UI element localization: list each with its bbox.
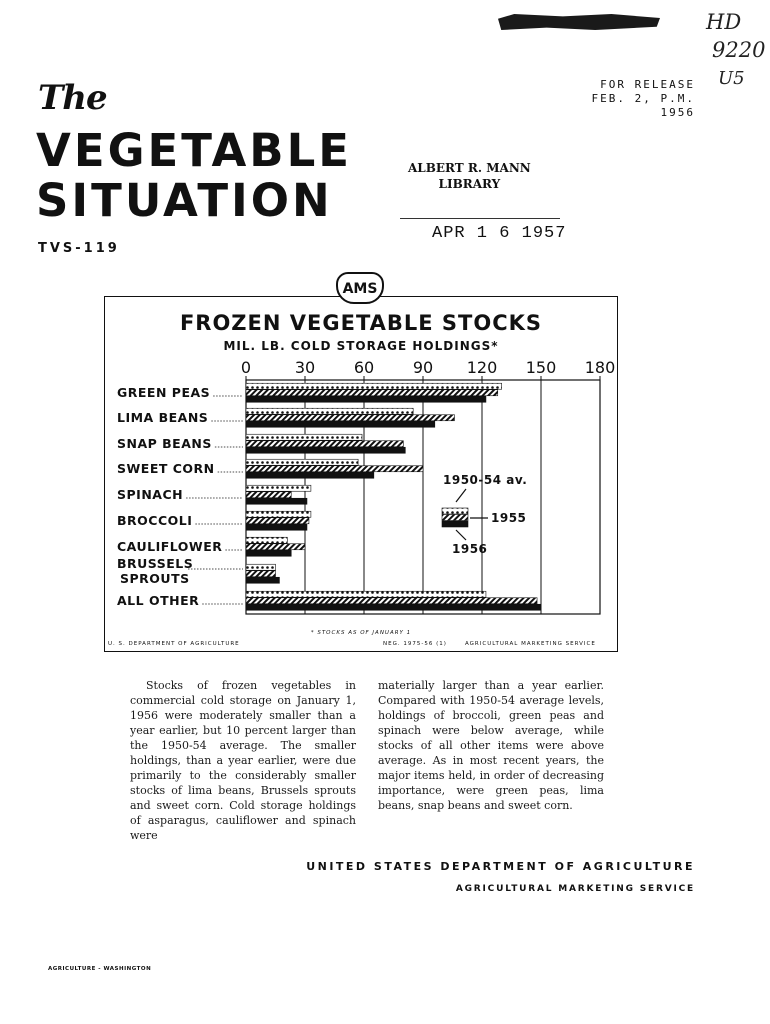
footer-department: UNITED STATES DEPARTMENT OF AGRICULTURE <box>306 860 695 873</box>
legend-label-1: 1950-54 av. <box>443 473 528 487</box>
chart-axis-label: MIL. LB. COLD STORAGE HOLDINGS* <box>223 339 499 353</box>
bar-1 <box>246 537 287 543</box>
category-label: BRUSSELS <box>117 556 194 571</box>
chart-title: FROZEN VEGETABLE STOCKS <box>179 311 543 335</box>
bar-3 <box>246 498 307 504</box>
ams-badge: AMS <box>336 272 384 304</box>
category-label: ALL OTHER <box>117 593 200 608</box>
bar-3 <box>246 524 307 530</box>
library-name: ALBERT R. MANN <box>408 161 531 175</box>
handwritten-line-1: HD <box>706 10 742 34</box>
bar-1 <box>246 459 358 465</box>
bar-1 <box>246 485 311 491</box>
category-label: GREEN PEAS <box>117 385 211 400</box>
category-label: SNAP BEANS <box>117 436 212 451</box>
legend-pointer-1 <box>456 489 466 502</box>
bar-2 <box>246 390 498 396</box>
library-date-stamp: APR 1 6 1957 <box>432 224 567 243</box>
library-label: LIBRARY <box>438 177 501 191</box>
legend-swatch-3 <box>442 521 468 527</box>
category-label: CAULIFLOWER <box>117 539 223 554</box>
handwritten-line-2: 9220 <box>712 38 766 62</box>
bar-2 <box>246 441 403 447</box>
handwritten-line-3: U5 <box>718 68 745 89</box>
legend-pointer-3 <box>456 530 466 540</box>
footer-service: AGRICULTURAL MARKETING SERVICE <box>455 884 695 894</box>
category-label: BROCCOLI <box>117 513 193 528</box>
chart-negative-number: NEG. 1975-56 (1) <box>383 641 447 647</box>
category-label: SPINACH <box>117 487 184 502</box>
tick-label: 150 <box>525 358 557 377</box>
category-label: SWEET CORN <box>117 461 215 476</box>
bar-3 <box>246 577 279 583</box>
bar-1 <box>246 434 362 440</box>
title-situation: SITUATION <box>36 174 333 227</box>
bar-3 <box>246 421 435 427</box>
bar-2 <box>246 415 454 421</box>
bar-1 <box>246 591 486 597</box>
release-line-2: FEB. 2, P.M. <box>591 92 695 105</box>
tick-label: 0 <box>240 358 252 377</box>
bar-2 <box>246 466 423 472</box>
bar-3 <box>246 550 291 556</box>
printer-imprint: AGRICULTURE - WASHINGTON <box>48 966 152 972</box>
release-line-1: FOR RELEASE <box>600 78 695 91</box>
bar-2 <box>246 598 537 604</box>
bar-2 <box>246 492 291 498</box>
title-the: The <box>38 78 107 118</box>
bar-3 <box>246 447 405 453</box>
legend-label-3: 1956 <box>452 542 488 556</box>
tick-label: 60 <box>353 358 375 377</box>
bar-2 <box>246 544 305 550</box>
chart-agency-left: U. S. DEPARTMENT OF AGRICULTURE <box>108 641 240 647</box>
release-line-3: 1956 <box>660 106 695 119</box>
bar-3 <box>246 396 486 402</box>
category-label: SPROUTS <box>120 571 190 586</box>
category-label: LIMA BEANS <box>117 410 209 425</box>
legend-label-2: 1955 <box>491 511 527 525</box>
legend-swatch-2 <box>442 515 468 521</box>
tick-label: 180 <box>584 358 616 377</box>
bar-1 <box>246 564 276 570</box>
chart-footnote: * STOCKS AS OF JANUARY 1 <box>310 630 412 636</box>
chart-agency-right: AGRICULTURAL MARKETING SERVICE <box>465 641 596 647</box>
tick-label: 30 <box>294 358 316 377</box>
bar-2 <box>246 518 309 524</box>
legend-swatch-1 <box>442 508 468 514</box>
bar-3 <box>246 472 374 478</box>
bar-1 <box>246 511 311 517</box>
tick-label: 90 <box>412 358 434 377</box>
issue-number: TVS-119 <box>38 241 120 256</box>
bar-2 <box>246 571 276 577</box>
bar-1 <box>246 408 413 414</box>
bar-1 <box>246 383 502 389</box>
body-column-left <box>130 678 356 843</box>
title-vegetable: VEGETABLE <box>36 124 352 177</box>
body-column-right <box>378 678 604 813</box>
bar-3 <box>246 604 541 610</box>
tick-label: 120 <box>466 358 498 377</box>
body-paragraph-2: materially larger than a year earlier. Compared with 1950-54 average levels, holdings of broccoli, green peas and spinach were below average, while stocks of all other items were above average. As in most recent years, the major items held, in order of decreasing importance, were green peas, lima beans, snap beans and sweet corn. <box>378 679 604 812</box>
body-paragraph-1: Stocks of frozen vegetables in commercial cold storage on January 1, 1956 were moderately smaller than a year earlier, but 10 percent larger than the 1950-54 average. The smaller holdings, than a year earlier, were due primarily to the considerably smaller stocks of lima beans, Brussels sprouts and sweet corn. Cold storage holdings of asparagus, cauliflower and spinach were <box>130 679 356 842</box>
